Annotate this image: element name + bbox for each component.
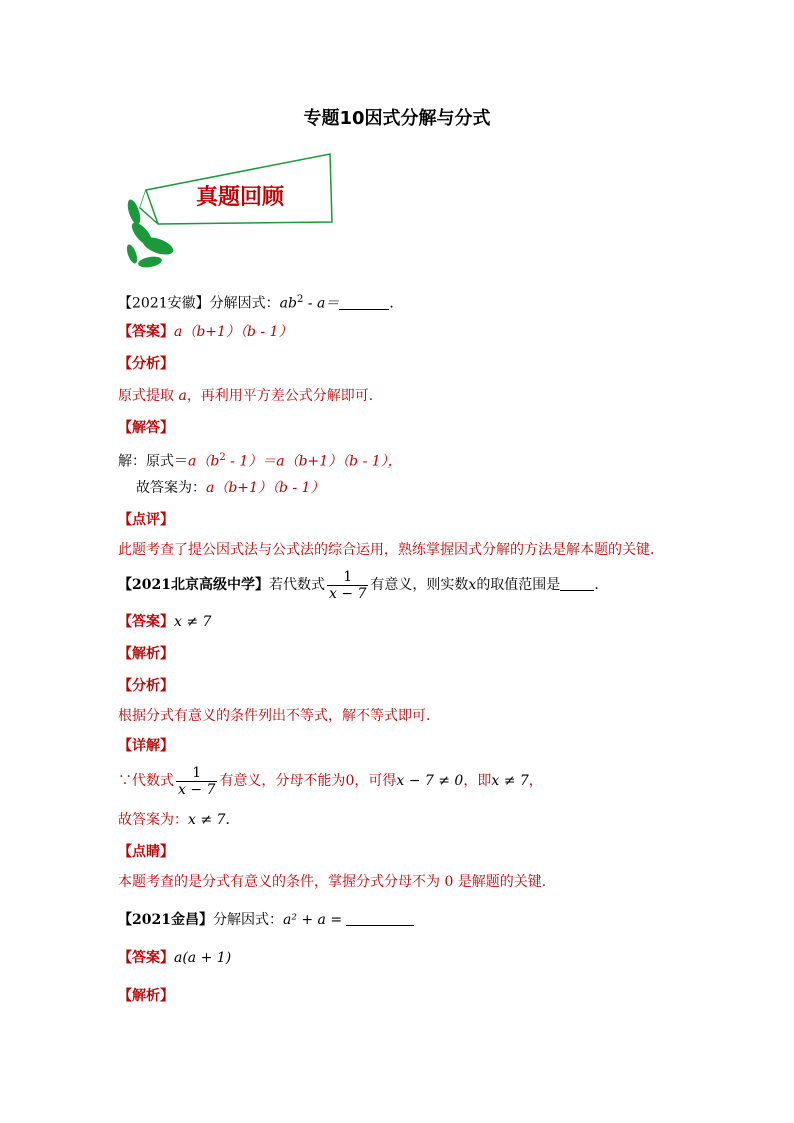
q2-answer: 【答案】x ≠ 7: [118, 614, 212, 630]
q2-explain-tag: 【解析】: [118, 646, 174, 662]
banner-graphic: [118, 150, 338, 272]
q2-comment: 本题考查的是分式有意义的条件，掌握分式分母不为 0 是解题的关键．: [118, 874, 556, 890]
q3-question: 【2021金昌】分解因式：a² + a =: [118, 910, 414, 930]
q1-comment: 此题考查了提公因式法与公式法的综合运用，熟练掌握因式分解的方法是解本题的关键．: [118, 542, 664, 558]
q1-final: 故答案为：a（b+1）（b - 1）: [136, 480, 325, 496]
q1-solution: 解：原式$=a(b^2 - 1)=a(b+1)(b - 1)$，: [118, 452, 402, 470]
leaf-icon: [125, 243, 139, 265]
q1-comment-tag: 【点评】: [118, 512, 174, 528]
q2-analysis-tag: 【分析】: [118, 678, 174, 694]
q2-comment-tag: 【点睛】: [118, 844, 174, 860]
banner-text: 真题回顾: [195, 184, 285, 210]
q3-explain-tag: 【解析】: [118, 988, 174, 1004]
page-title: 专题10因式分解与分式: [303, 108, 491, 129]
q1-analysis-tag: 【分析】: [118, 356, 174, 372]
q2-analysis: 根据分式有意义的条件列出不等式，解不等式即可．: [118, 708, 440, 724]
answer-blank[interactable]: [346, 911, 414, 926]
q2-final: 故答案为：x ≠ 7．: [118, 812, 240, 828]
q1-question: 【2021安徽】分解因式：$ab^2 - a=$ ．: [118, 294, 404, 312]
q3-answer: 【答案】a(a + 1): [118, 950, 232, 966]
q1-solution-tag: 【解答】: [118, 420, 174, 436]
q2-question: 【2021北京高级中学】若代数式 $\frac{1}{x - 7}$ 有意义，则实数x的取值范围是 ．: [118, 568, 609, 602]
leaf-icon: [137, 255, 162, 269]
q1-answer: 【答案】a（b+1）（b - 1）: [118, 324, 293, 340]
fraction: $\frac{1}{x - 7}$: [178, 764, 216, 798]
answer-blank[interactable]: [560, 576, 594, 591]
answer-blank[interactable]: [339, 295, 389, 310]
q1-analysis: 原式提取 a，再利用平方差公式分解即可．: [118, 388, 383, 404]
leaf-icon: [125, 198, 143, 226]
q2-detail: ∵代数式 $\frac{1}{x - 7}$ 有意义，分母不能为0，可得x − 7 ≠ 0，即x ≠ 7，: [118, 764, 543, 798]
q2-detail-tag: 【详解】: [118, 738, 174, 754]
fraction: $\frac{1}{x - 7}$: [328, 568, 367, 602]
